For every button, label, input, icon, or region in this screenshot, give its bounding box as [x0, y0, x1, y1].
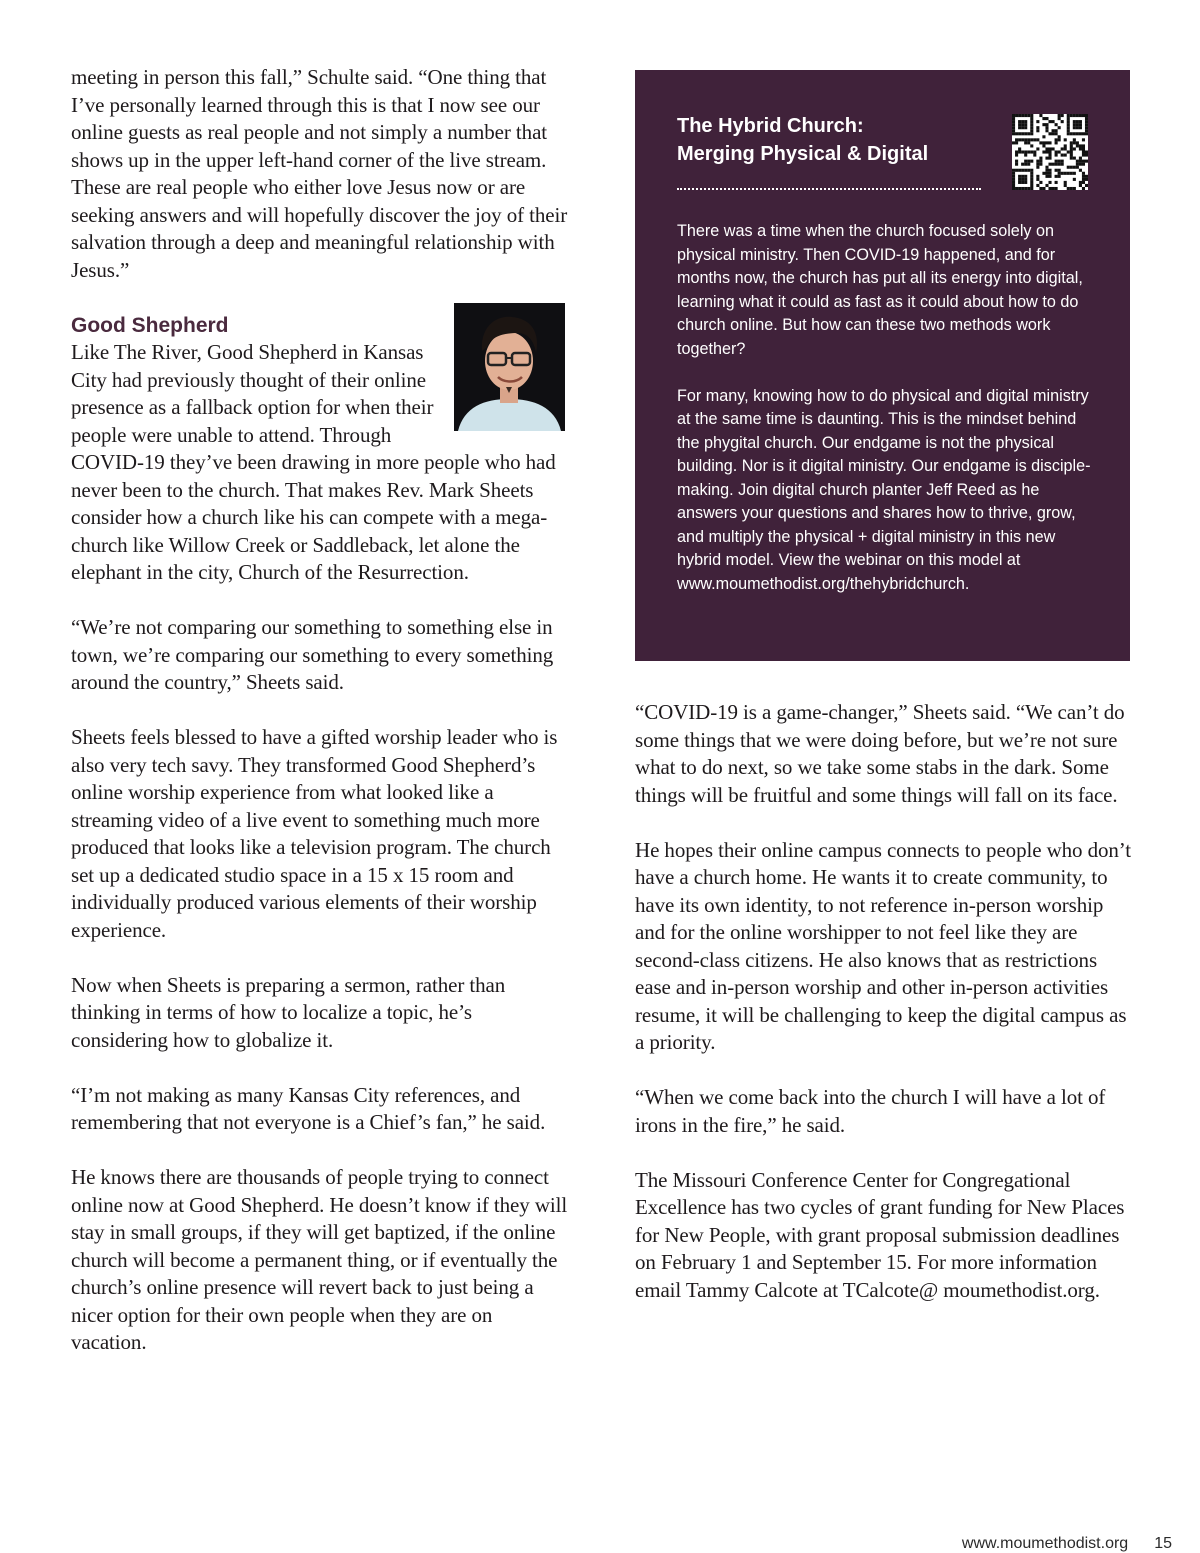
section-heading-good-shepherd: Good Shepherd [71, 314, 229, 337]
sidebar-paragraph: There was a time when the church focused solely on physical ministry. Then COVID-19 happened, and for months now, the church has put all its energy into digital, learning what it could as fast as it could about how to do church online. But how can these two methods work together? [677, 222, 1083, 358]
good-shepherd-section [71, 339, 571, 587]
body-paragraph: Sheets feels blessed to have a gifted worship leader who is also very tech savy. They transformed Good Shepherd’s online worship experience from what looked like a streaming video of a live event to something much more produced that looks like a television program. The church set up a dedicated studio space in a 15 x 15 room and individually produced various elements of their worship experience. [71, 725, 558, 942]
sidebar-title [677, 112, 977, 168]
sidebar-title-line-2: Merging Physical & Digital [677, 143, 929, 165]
sidebar-title-line-1: The Hybrid Church: [677, 115, 864, 137]
page-number: 15 [1154, 1535, 1172, 1552]
right-column [635, 699, 1135, 1304]
portrait-photo-icon [454, 303, 565, 431]
qr-code-icon [1012, 114, 1088, 190]
body-paragraph: The Missouri Conference Center for Congregational Excellence has two cycles of grant funding for New Places for New People, with grant proposal submission deadlines on February 1 and September 15. For more information email Tammy Calcote at TCalcote@ moumethodist.org. [635, 1167, 1125, 1302]
intro-paragraph: meeting in person this fall,” Schulte said. “One thing that I’ve personally learned through this is that I now see our online guests as real people and not simply a number that shows up in the upper left-hand corner of the live stream. These are real people who either love Jesus now or are seeking answers and will hopefully discover the joy of their salvation through a deep and meaningful relationship with Jesus.” [71, 65, 568, 282]
hybrid-church-sidebar [635, 70, 1130, 661]
body-paragraph: “When we come back into the church I will have a lot of irons in the fire,” he said. [635, 1085, 1106, 1137]
body-paragraph: He knows there are thousands of people trying to connect online now at Good Shepherd. He doesn’t know if they will stay in small groups, if they will get baptized, if the online church will become a permanent thing, or if eventually the church’s online presence will revert back to just being a nicer option for their own people when they are on vacation. [71, 1165, 568, 1354]
body-paragraph: “COVID-19 is a game-changer,” Sheets said. “We can’t do some things that we were doing before, but we’re not sure what to do next, so we take some stabs in the dark. Some things will be fruitful and some things will fall on its face. [635, 700, 1125, 807]
sidebar-divider [677, 188, 981, 190]
page-footer [962, 1535, 1172, 1553]
footer-url[interactable]: www.moumethodist.org [961, 1535, 1129, 1552]
body-paragraph: Now when Sheets is preparing a sermon, rather than thinking in terms of how to localize a topic, he’s considering how to globalize it. [71, 972, 506, 1052]
body-paragraph: “I’m not making as many Kansas City references, and remembering that not everyone is a Chief’s fan,” he said. [71, 1082, 546, 1134]
mark-sheets-portrait [454, 303, 565, 431]
qr-code[interactable] [1012, 114, 1088, 190]
body-paragraph: Like The River, Good Shepherd in Kansas City had previously thought of their online presence as a fallback option for when their people were unable to attend. Through COVID-19 they’ve been drawing in more people who had never been to the church. That makes Rev. Mark Sheets consider how a church like his can compete with a mega-church like Willow Creek or Saddleback, let alone the elephant in the city, Church of the Resurrection. [71, 340, 556, 584]
body-paragraph: “We’re not comparing our something to something else in town, we’re comparing our something to every something around the country,” Sheets said. [71, 615, 554, 694]
body-paragraph: He hopes their online campus connects to people who don’t have a church home. He wants it to create community, to have its own identity, to not reference in-person worship and for the online worshipper to not feel like they are second-class citizens. He also knows that as restrictions ease and in-person worship and other in-person activities resume, it will be challenging to keep the digital campus as a priority. [635, 837, 1132, 1054]
left-column [71, 64, 571, 1357]
sidebar-body [677, 220, 1097, 596]
sidebar-paragraph: For many, knowing how to do physical and digital ministry at the same time is daunting. This is the mindset behind the phygital church. Our endgame is not the physical building. Nor is it digital ministry. Our endgame is disciple-making. Join digital church planter Jeff Reed as he answers your questions and shares how to thrive, grow, and multiply the physical + digital ministry in this new hybrid model. View the webinar on this model at www.moumethodist.org/thehybridchurch. [677, 386, 1091, 593]
